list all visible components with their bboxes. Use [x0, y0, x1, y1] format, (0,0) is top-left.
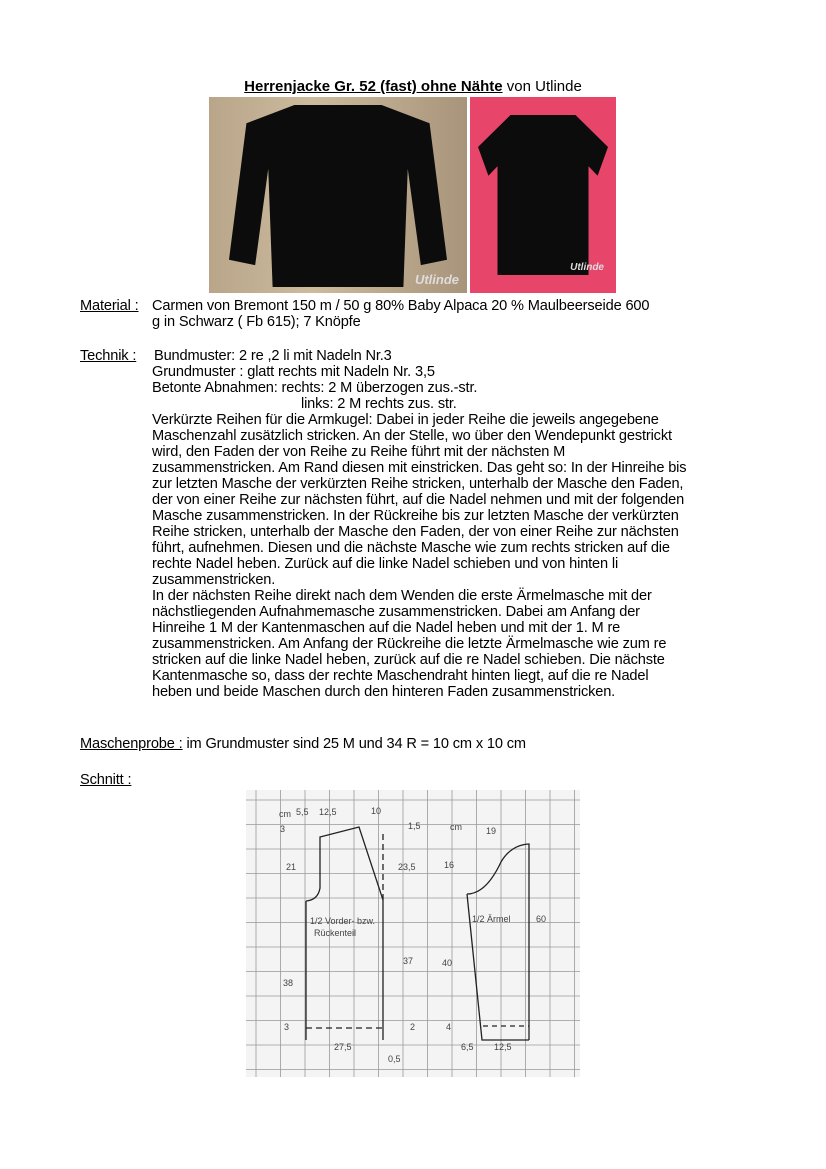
- schematic-label: 12,5: [319, 807, 337, 817]
- schematic-label: cm: [450, 822, 462, 832]
- text-line: zusammenstricken.: [152, 572, 276, 588]
- watermark: Utlinde: [414, 272, 459, 287]
- schematic-label: 27,5: [334, 1042, 352, 1052]
- schematic-label: 3: [284, 1022, 290, 1032]
- schematic-label: 19: [486, 826, 497, 836]
- pattern-schematic: [246, 790, 580, 1077]
- schematic-label: 40: [442, 958, 453, 968]
- text-line: der von einer Reihe zur nächsten führt, auf die Nadel nehmen und mit der folgenden: [152, 492, 685, 508]
- text-line: Grundmuster : glatt rechts mit Nadeln Nr. 3,5: [152, 364, 435, 380]
- schematic-label: 0,5: [388, 1054, 401, 1064]
- schematic-label: 12,5: [494, 1042, 512, 1052]
- schematic-label: 2: [410, 1022, 416, 1032]
- schematic-label: 1,5: [408, 821, 421, 831]
- schematic-label: 1/2 Vorder- bzw.: [310, 916, 376, 926]
- document-title: Herrenjacke Gr. 52 (fast) ohne Nähte von Utlinde: [244, 78, 582, 95]
- text-line: stricken auf die linke Nadel heben, zurück auf die re Nadel schieben. Die nächste: [152, 652, 665, 668]
- schnitt-label: Schnitt :: [80, 772, 132, 788]
- schematic-label: 37: [403, 956, 414, 966]
- text-line: In der nächsten Reihe direkt nach dem Wenden die erste Ärmelmasche mit der: [152, 588, 652, 604]
- schematic-label: 10: [371, 806, 382, 816]
- technik-label: Technik :: [80, 348, 137, 364]
- text-line: heben und beide Maschen durch den hinteren Faden zusammenstricken.: [152, 684, 616, 700]
- text-line: Hinreihe 1 M der Kantenmaschen auf die Nadel heben und mit der 1. M re: [152, 620, 621, 636]
- schematic-label: 5,5: [296, 807, 309, 817]
- text-line: führt, aufnehmen. Diesen und die nächste Masche wie zum rechts stricken auf die: [152, 540, 670, 556]
- schematic-label: Rückenteil: [314, 928, 357, 938]
- text-line: Verkürzte Reihen für die Armkugel: Dabei in jeder Reihe die jeweils angegebene: [152, 412, 659, 428]
- text-line: zur letzten Masche der verkürzten Reihe stricken, unterhalb der Masche den Faden,: [152, 476, 684, 492]
- text-line: Reihe stricken, unterhalb der Masche den Faden, der von einer Reihe zur nächsten: [152, 524, 679, 540]
- schematic-label: 4: [446, 1022, 452, 1032]
- text-line: g in Schwarz ( Fb 615); 7 Knöpfe: [152, 314, 361, 330]
- schematic-label: 1/2 Ärmel: [472, 914, 511, 924]
- schematic-label: 38: [283, 978, 294, 988]
- schematic-label: 21: [286, 862, 297, 872]
- watermark: Utlinde: [570, 262, 604, 273]
- schematic-label: 3: [280, 824, 286, 834]
- text-line: links: 2 M rechts zus. str.: [301, 396, 457, 412]
- schematic-label: 6,5: [461, 1042, 474, 1052]
- text-line: Maschenzahl zusätzlich stricken. An der Stelle, wo über den Wendepunkt gestrickt: [152, 428, 672, 444]
- text-line: Carmen von Bremont 150 m / 50 g 80% Baby Alpaca 20 % Maulbeerseide 600: [152, 298, 650, 314]
- photo-jacket-on-floor: [209, 97, 467, 293]
- schematic-label: 60: [536, 914, 547, 924]
- schematic-label: 16: [444, 860, 455, 870]
- text-line: Kantenmasche so, dass der rechte Maschendraht hinten liegt, auf die re Nadel: [152, 668, 649, 684]
- text-line: Bundmuster: 2 re ,2 li mit Nadeln Nr.3: [154, 348, 392, 364]
- schematic-label: cm: [279, 809, 291, 819]
- text-line: Betonte Abnahmen: rechts: 2 M überzogen zus.-str.: [152, 380, 478, 396]
- text-line: Masche zusammenstricken. In der Rückreihe bis zur letzten Masche der verkürzten: [152, 508, 679, 524]
- text-line: wird, den Faden der von Reihe zu Reihe führt mit der nächsten M: [152, 444, 566, 460]
- text-line: rechte Nadel heben. Zurück auf die linke Nadel schieben und von hinten li: [152, 556, 619, 572]
- photo-jacket-on-red: [470, 97, 616, 293]
- text-line: zusammenstricken. Am Anfang der Rückreihe die letzte Ärmelmasche wie zum re: [152, 636, 667, 652]
- maschenprobe: Maschenprobe : im Grundmuster sind 25 M und 34 R = 10 cm x 10 cm: [80, 736, 526, 752]
- material-label: Material :: [80, 298, 139, 314]
- text-line: zusammenstricken. Am Rand diesen mit einstricken. Das geht so: In der Hinreihe bis: [152, 460, 687, 476]
- schematic-label: 23,5: [398, 862, 416, 872]
- text-line: nächstliegenden Aufnahmemasche zusammenstricken. Dabei am Anfang der: [152, 604, 640, 620]
